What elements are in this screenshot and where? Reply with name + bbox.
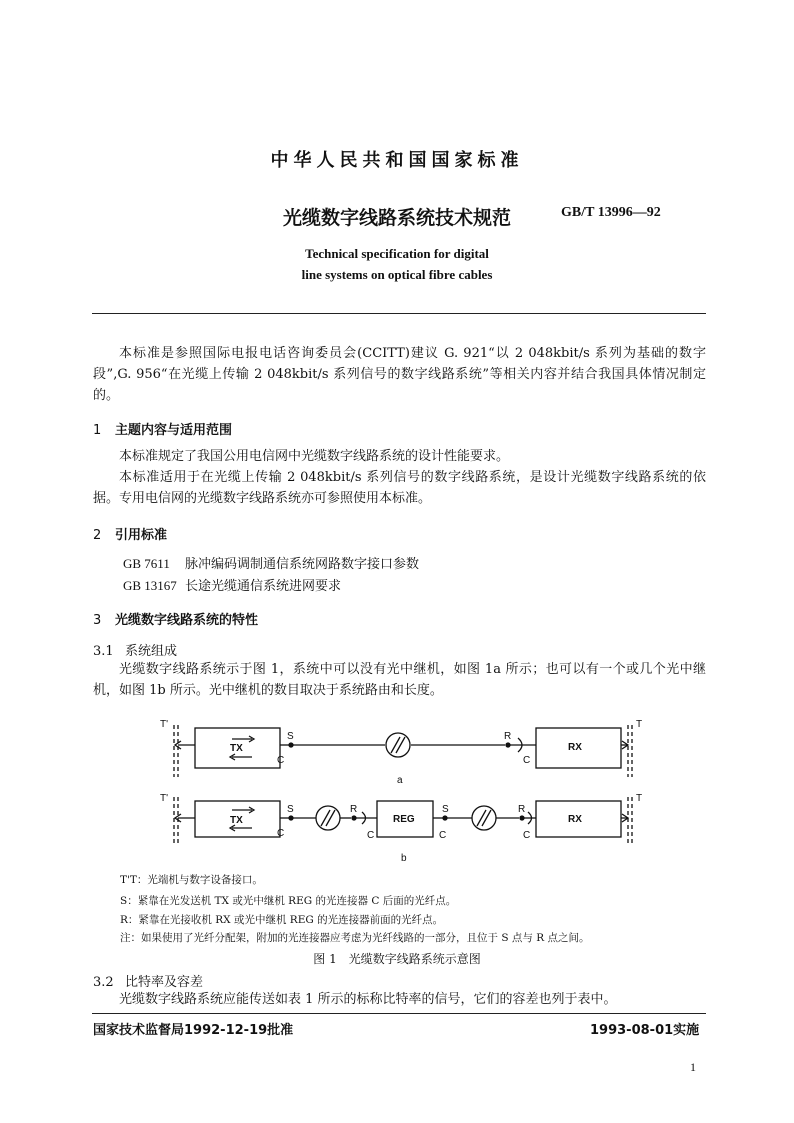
- rx-label: RX: [568, 742, 582, 753]
- label-c: C: [523, 755, 531, 766]
- label-r: R: [350, 804, 358, 815]
- section-2-number: 2: [93, 528, 102, 543]
- page-number: 1: [690, 1060, 696, 1074]
- reference-code: GB 13167: [123, 578, 177, 593]
- label-c: C: [277, 828, 285, 839]
- label-s: S: [442, 804, 449, 815]
- section-2-title: 引用标准: [115, 528, 168, 543]
- reference-item: [123, 575, 341, 594]
- diagram-label-a: a: [397, 775, 403, 786]
- effective-date: 1993-08-01实施: [590, 1023, 700, 1038]
- intro-paragraph: 本标准是参照国际电报电话咨询委员会(CCITT)建议 G. 921“以 2 048kbit/s 系列为基础的数字段”,G. 956“在光缆上传输 2 048kbit/s 系列信号的数字线路系统”等相关内容并结合我国具体情况制定的。: [93, 346, 706, 403]
- standard-number: GB/T 13996—92: [561, 205, 661, 220]
- subsection-3-1-paragraph: 光缆数字线路系统示于图 1，系统中可以没有光中继机，如图 1a 所示；也可以有一个或几个光中继机，如图 1b 所示。光中继机的数目取决于系统路由和长度。: [93, 662, 706, 698]
- english-title-line1: Technical specification for digital: [305, 246, 489, 261]
- header-divider: [92, 313, 706, 314]
- fibre-link-icon-b2: [472, 806, 496, 830]
- label-c: C: [439, 830, 447, 841]
- section-1-paragraph-1: 本标准规定了我国公用电信网中光缆数字线路系统的设计性能要求。: [119, 449, 510, 464]
- reference-item: [123, 553, 419, 572]
- diagram-label-b: b: [401, 853, 407, 864]
- section-1-heading: [93, 419, 232, 438]
- rx-label: RX: [568, 814, 582, 825]
- section-3-title: 光缆数字线路系统的特性: [115, 613, 259, 628]
- label-r: R: [518, 804, 526, 815]
- subsection-3-1-number: 3.1: [93, 644, 114, 659]
- section-1-number: 1: [93, 423, 102, 438]
- reference-code: GB 7611: [123, 556, 170, 571]
- reference-title: 长途光缆通信系统进网要求: [185, 579, 342, 594]
- subsection-3-2-title: 比特率及容差: [125, 975, 204, 990]
- document-title: 光缆数字线路系统技术规范: [282, 207, 511, 229]
- figure-note: T'T：光端机与数字设备接口。: [120, 874, 263, 886]
- label-t-prime: T': [160, 793, 169, 804]
- subsection-3-2-heading: [93, 971, 203, 990]
- approval-date: 国家技术监督局1992-12-19批准: [93, 1023, 294, 1038]
- label-r: R: [504, 731, 512, 742]
- label-c: C: [367, 830, 375, 841]
- reference-title: 脉冲编码调制通信系统网路数字接口参数: [185, 557, 420, 572]
- subsection-3-1-heading: [93, 640, 177, 659]
- section-3-number: 3: [93, 613, 102, 628]
- subsection-3-2-number: 3.2: [93, 975, 114, 990]
- tx-label: TX: [230, 743, 243, 754]
- reg-label: REG: [393, 814, 415, 825]
- label-s: S: [287, 731, 294, 742]
- section-3-heading: [93, 609, 258, 628]
- tx-label: TX: [230, 815, 243, 826]
- label-c: C: [277, 755, 285, 766]
- label-c: C: [523, 830, 531, 841]
- footer-divider: [92, 1013, 706, 1014]
- system-diagram: [150, 715, 650, 865]
- section-1-title: 主题内容与适用范围: [115, 423, 233, 438]
- section-1-paragraph-2: 本标准适用于在光缆上传输 2 048kbit/s 系列信号的数字线路系统，是设计光缆数字线路系统的依据。专用电信网的光缆数字线路系统亦可参照使用本标准。: [93, 470, 706, 506]
- subsection-3-1-title: 系统组成: [125, 644, 178, 659]
- label-t: T: [636, 719, 643, 730]
- label-s: S: [287, 804, 294, 815]
- subsection-3-2-paragraph: 光缆数字线路系统应能传送如表 1 所示的标称比特率的信号，它们的容差也列于表中。: [119, 992, 617, 1007]
- fibre-link-icon-b1: [316, 806, 340, 830]
- figure-note: S：紧靠在光发送机 TX 或光中继机 REG 的光连接器 C 后面的光纤点。: [120, 895, 457, 907]
- figure-note: R：紧靠在光接收机 RX 或光中继机 REG 的光连接器前面的光纤点。: [120, 914, 444, 926]
- section-2-heading: [93, 524, 167, 543]
- fibre-link-icon-a: [386, 733, 410, 757]
- national-standard-title: 中华人民共和国国家标准: [270, 150, 524, 171]
- label-t: T: [636, 793, 643, 804]
- figure-caption: 图 1 光缆数字线路系统示意图: [313, 952, 481, 966]
- label-t-prime: T': [160, 719, 169, 730]
- english-title-line2: line systems on optical fibre cables: [301, 267, 493, 282]
- figure-note: 注：如果使用了光纤分配架，附加的光连接器应考虑为光纤线路的一部分，且位于 S 点与 R 点之间。: [120, 932, 590, 944]
